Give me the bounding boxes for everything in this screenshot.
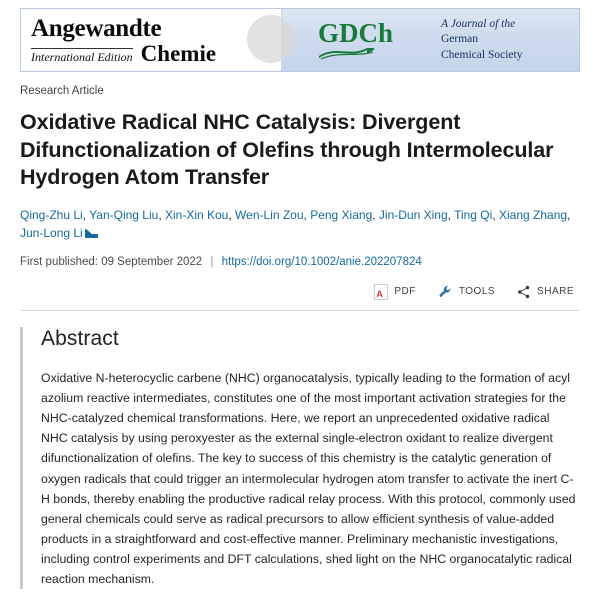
pdf-button[interactable] <box>374 284 416 300</box>
gdch-logo-text: GDCh <box>317 18 393 48</box>
pubinfo-separator: | <box>210 255 214 268</box>
author-sep: , <box>492 207 499 222</box>
author-link[interactable]: Wen-Lin Zou <box>235 207 304 222</box>
journal-title-angewandte: Angewandte <box>31 14 162 42</box>
author-link[interactable]: Jin-Dun Xing <box>378 207 448 222</box>
author-sep: , <box>158 207 165 222</box>
wrench-icon <box>438 285 453 299</box>
journal-subtitle-row <box>31 42 281 65</box>
author-link[interactable]: Peng Xiang <box>310 207 373 222</box>
journal-banner <box>20 8 580 72</box>
author-sep: , <box>372 207 379 222</box>
share-label: SHARE <box>537 286 574 298</box>
society-line-1: A Journal of the <box>441 17 516 30</box>
author-sep: , <box>567 207 571 222</box>
abstract-text: Oxidative N-heterocyclic carbene (NHC) organocatalysis, typically leading to the formation of acyl azolium reactive intermediates, constitutes one of the most important activation strategies for the NHC-catalyzed chemical transformations. Here, we report an unprecedented oxidative radical NHC catalysis by using peroxyester as the external single-electron oxidant to realize divergent difunctionalization of olefins. The key to success of this chemistry is the catalytic generation of oxygen radicals that could trigger an intermolecular hydrogen atom transfer to activate the inert C-H bonds, thereby enabling the productive radical relay process. With this protocol, commonly used general chemicals could serve as radical precursors to allow efficient synthesis of value-added products in a straightforward and cost-effective manner. Preliminary mechanistic investigations, including control experiments and DFT calculations, shed light on the NHC organocatalytic radical reaction mechanism. <box>41 370 576 587</box>
tools-button[interactable] <box>438 285 495 299</box>
author-list <box>20 206 580 243</box>
pdf-label: PDF <box>394 286 416 298</box>
gdch-logo <box>317 20 395 60</box>
society-line-2: German <box>441 33 479 46</box>
journal-title-chemie: Chemie <box>140 40 217 66</box>
pdf-icon <box>374 284 388 300</box>
corresponding-author-link[interactable]: Jun-Long Li <box>20 226 83 241</box>
author-link[interactable]: Yan-Qing Liu <box>89 207 159 222</box>
first-published-date: 09 September 2022 <box>101 255 203 268</box>
abstract-section <box>20 327 580 590</box>
author-sep: , <box>228 207 236 222</box>
article-page <box>0 8 600 608</box>
share-button[interactable] <box>517 285 574 299</box>
society-description <box>441 9 579 71</box>
share-icon <box>517 285 531 299</box>
journal-edition-label: International Edition <box>31 49 133 64</box>
author-link[interactable]: Qing-Zhu Li <box>20 207 83 222</box>
abstract-accent-bar <box>20 327 23 590</box>
envelope-icon[interactable] <box>85 229 98 238</box>
author-sep: , <box>447 207 455 222</box>
section-divider <box>20 310 580 311</box>
gdch-swoosh-icon <box>317 48 395 60</box>
author-link[interactable]: Xin-Xin Kou <box>164 207 229 222</box>
abstract-heading: Abstract <box>41 326 119 350</box>
author-link[interactable]: Ting Qi <box>454 207 493 222</box>
society-logo-area <box>282 9 441 71</box>
first-published-label: First published: <box>20 255 98 268</box>
article-tools <box>20 284 580 300</box>
author-sep: , <box>82 207 90 222</box>
author-sep: , <box>303 207 311 222</box>
abstract-body <box>41 327 580 590</box>
journal-logo <box>21 9 282 71</box>
society-line-3: Chemical Society <box>441 48 523 61</box>
author-link[interactable]: Xiang Zhang <box>498 207 568 222</box>
publication-info <box>20 256 580 268</box>
tools-label: TOOLS <box>458 286 496 298</box>
article-type: Research Article <box>20 85 104 97</box>
doi-link[interactable]: https://doi.org/10.1002/anie.202207824 <box>221 255 422 268</box>
page-title: Oxidative Radical NHC Catalysis: Divergent Difunctionalization of Olefins through Intermolecular Hydrogen Atom Transfer <box>20 110 554 190</box>
